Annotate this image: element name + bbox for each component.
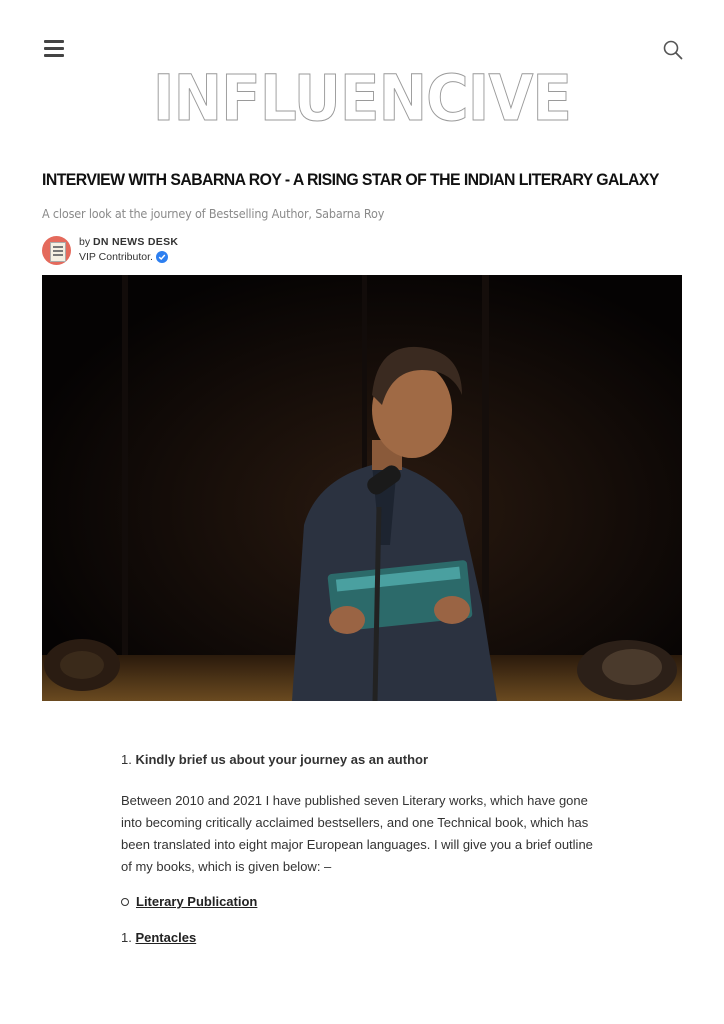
list-number: 1. [121, 752, 132, 767]
speaker-photo [42, 275, 682, 701]
author-role-label: VIP Contributor. [79, 251, 153, 263]
article-title: INTERVIEW WITH SABARNA ROY - A RISING STAR OF THE INDIAN LITERARY GALAXY [42, 170, 659, 189]
site-logo[interactable]: INFLUENCIVE [152, 62, 572, 135]
author-role [79, 251, 168, 263]
pentacles-link[interactable]: Pentacles [135, 930, 197, 945]
list-item [121, 894, 257, 909]
list-number: 1. [121, 930, 132, 945]
hero-image [42, 275, 682, 701]
question-text: Kindly brief us about your journey as an author [135, 752, 429, 767]
question-heading [121, 752, 428, 767]
newspaper-icon [50, 242, 66, 262]
article-subtitle: A closer look at the journey of Bestselling Author, Sabarna Roy [42, 206, 385, 221]
author-byline [79, 236, 178, 248]
answer-paragraph: Between 2010 and 2021 I have published seven Literary works, which have gone into becoming critically acclaimed bestsellers, and one Technical book, which has been translated into eight major European languages. I will give you a brief outline of my books, which is given below: – [121, 793, 593, 874]
author-name[interactable]: DN NEWS DESK [93, 236, 179, 248]
verified-badge-icon [156, 251, 168, 263]
list-item [121, 930, 196, 945]
author-avatar[interactable] [42, 236, 71, 265]
literary-publication-link[interactable]: Literary Publication [136, 894, 258, 909]
hamburger-menu-icon[interactable] [44, 40, 64, 58]
search-icon[interactable] [662, 39, 684, 61]
bullet-circle-icon [121, 898, 129, 906]
byline-prefix: by [79, 236, 91, 248]
